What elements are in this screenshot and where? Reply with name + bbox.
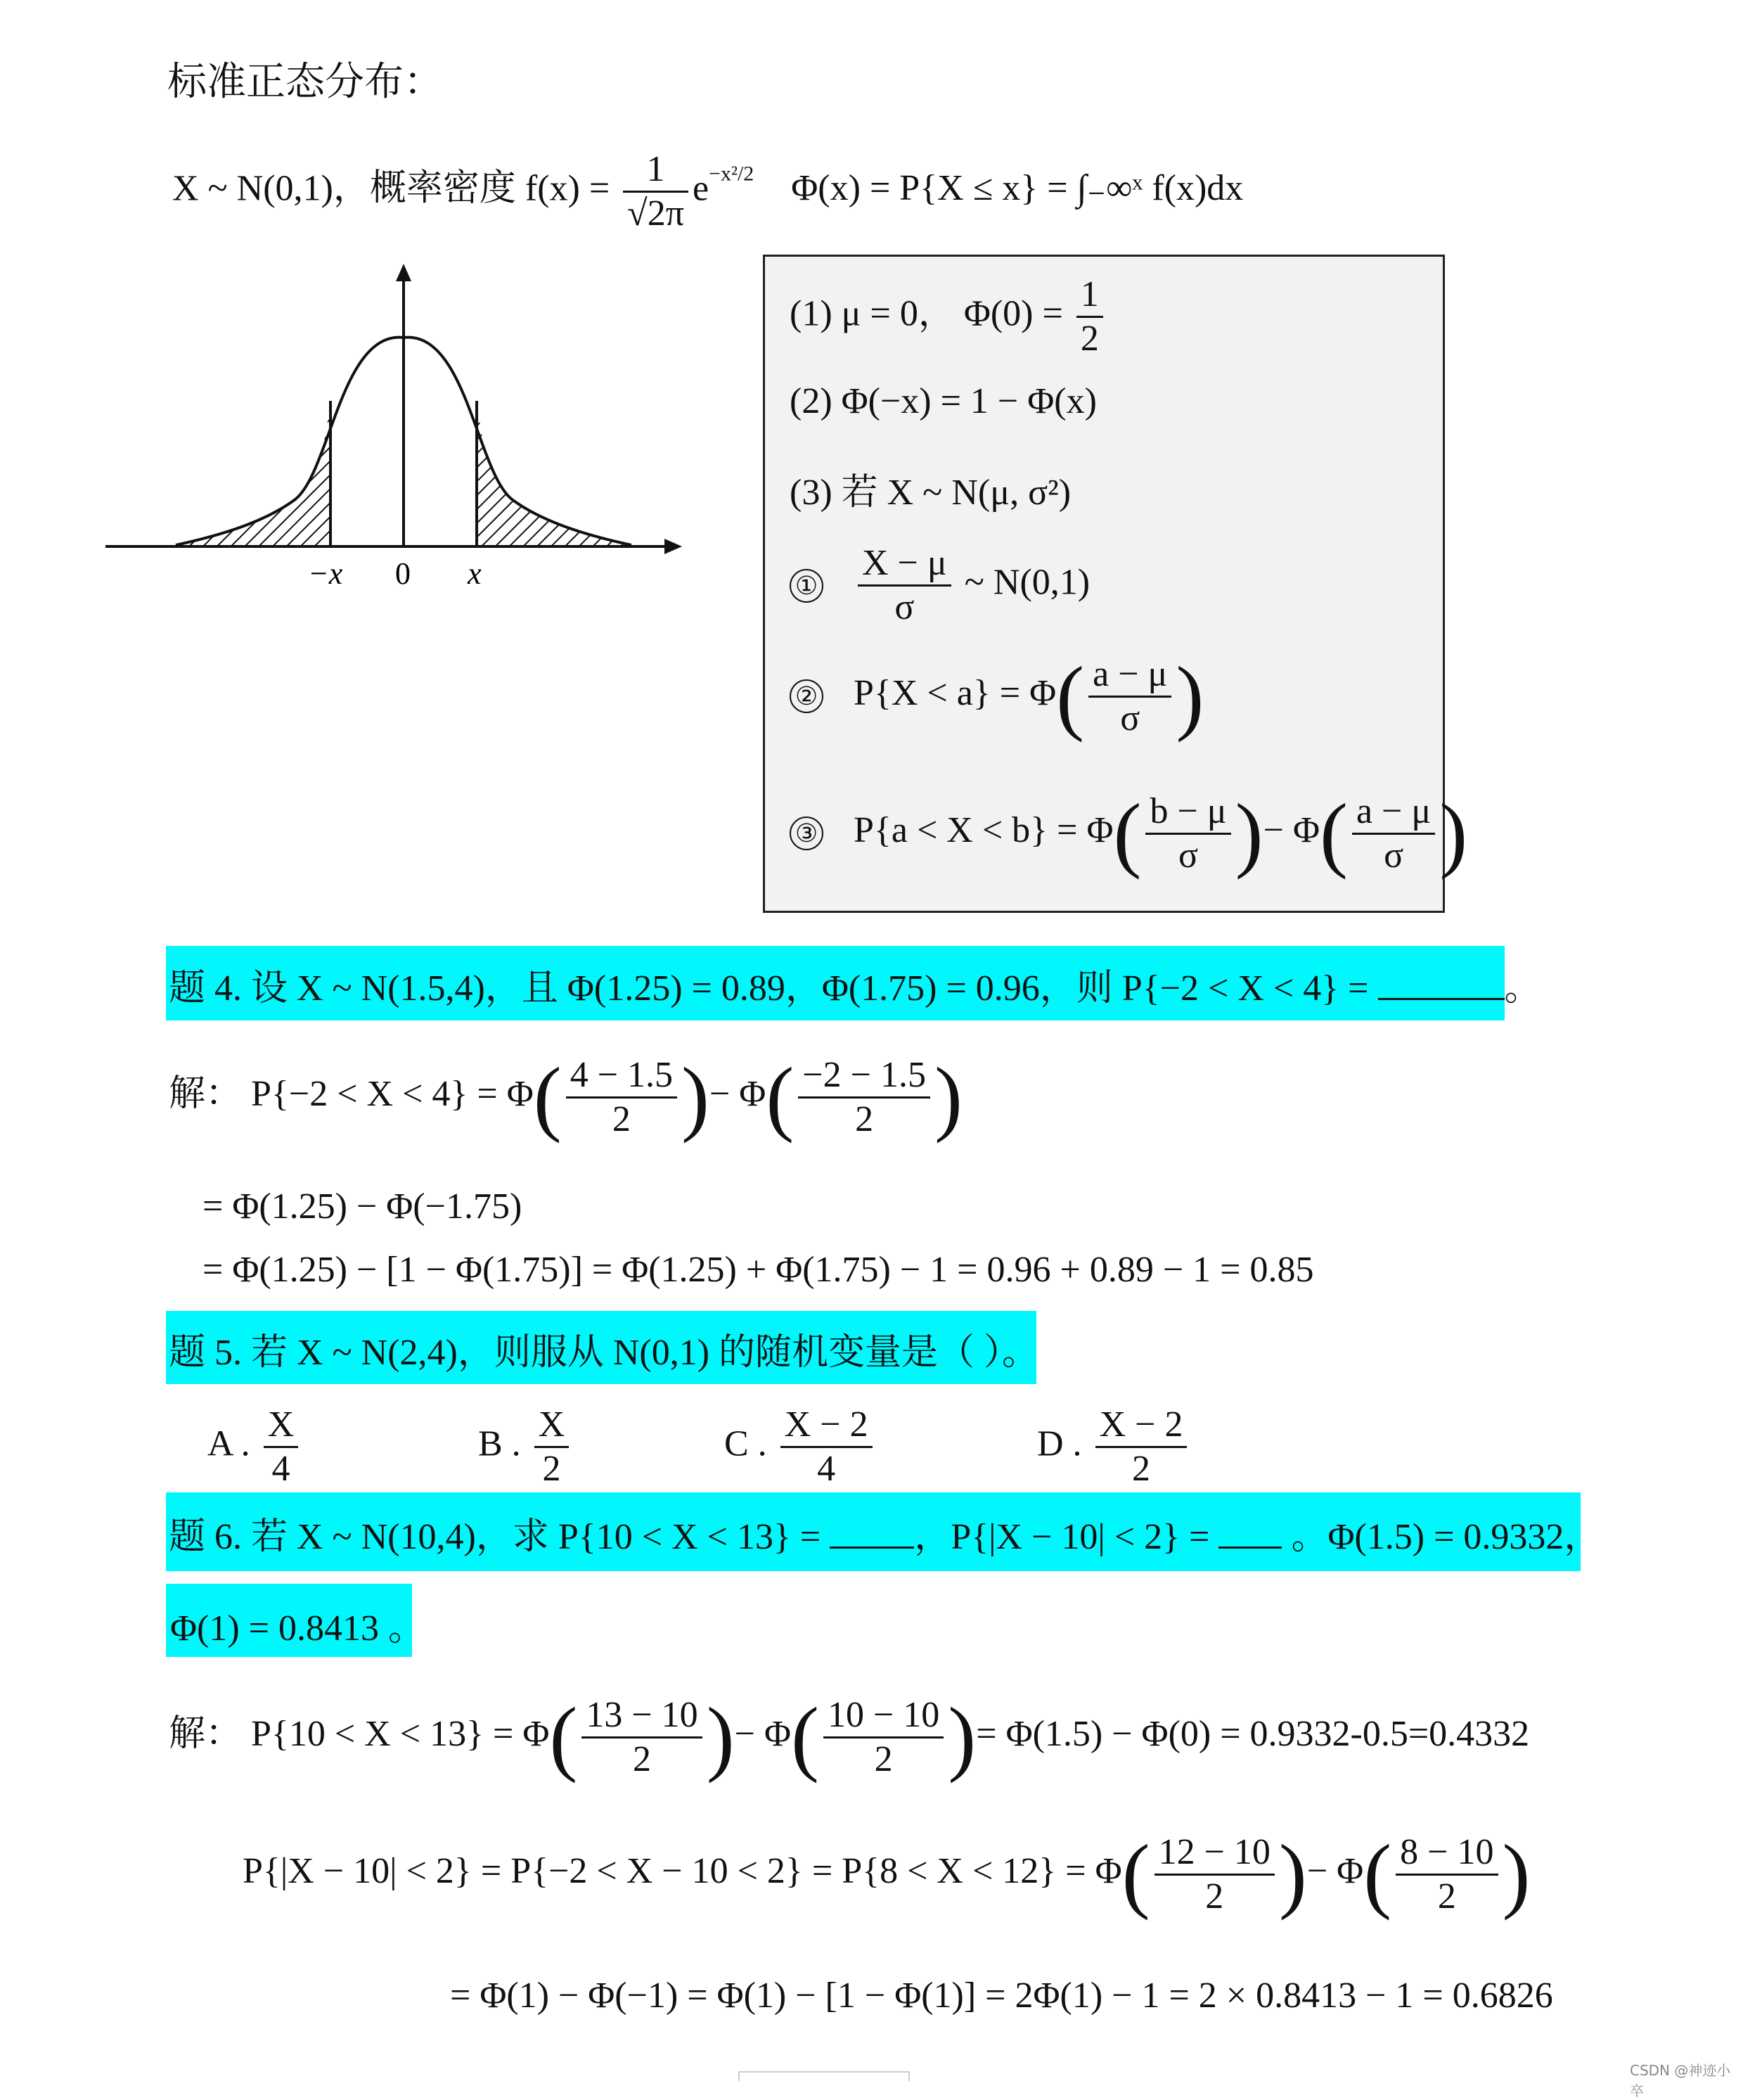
q6-num2: 10 − 10 bbox=[823, 1697, 944, 1739]
q4-solution-line2: = Φ(1.25) − Φ(−1.75) bbox=[202, 1186, 522, 1227]
paren-open: ( bbox=[1113, 786, 1142, 880]
paren-open: ( bbox=[1363, 1827, 1392, 1921]
q6-den2: 2 bbox=[874, 1739, 893, 1779]
prop-3-3-lead: P{a < X < b} = Φ bbox=[854, 809, 1114, 850]
q6-sol-lead: 解： P{10 < X < 13} = Φ bbox=[169, 1713, 550, 1754]
q4-num2: −2 − 1.5 bbox=[798, 1057, 930, 1099]
q4-frac1 bbox=[566, 1054, 677, 1139]
q4-sol-mid: − Φ bbox=[709, 1073, 766, 1114]
q4-den2: 2 bbox=[855, 1099, 874, 1139]
prop-3: (3) 若 X ~ N(μ, σ²) bbox=[790, 473, 1072, 513]
prop-3-2-num: a − μ bbox=[1088, 656, 1171, 698]
q5-option-d-den: 2 bbox=[1132, 1449, 1150, 1489]
q5-option-a-letter: A . bbox=[207, 1423, 250, 1464]
q5-option-d bbox=[1037, 1404, 1191, 1489]
density-frac-den: √2π bbox=[627, 193, 684, 233]
paren-close: ) bbox=[1176, 649, 1204, 743]
prop-3-1-num: X − μ bbox=[858, 545, 951, 587]
prop-3-2-frac bbox=[1088, 653, 1171, 738]
q4-num1: 4 − 1.5 bbox=[566, 1057, 677, 1099]
q5-option-a-den: 4 bbox=[271, 1449, 290, 1489]
density-formula bbox=[172, 151, 1243, 232]
q5-option-b bbox=[478, 1404, 573, 1489]
prop-1-frac bbox=[1076, 276, 1103, 357]
prop-3-2-lead: P{X < a} = Φ bbox=[854, 672, 1057, 713]
q5-option-d-letter: D . bbox=[1037, 1423, 1082, 1464]
prop-3-2 bbox=[790, 649, 1204, 743]
paren-close: ) bbox=[1235, 786, 1263, 880]
q6-solution-line3: = Φ(1) − Φ(−1) = Φ(1) − [1 − Φ(1)] = 2Φ(1) − 1 = 2 × 0.8413 − 1 = 0.6826 bbox=[450, 1976, 1553, 2016]
paren-open: ( bbox=[1121, 1827, 1150, 1921]
q6-sol-mid: − Φ bbox=[734, 1713, 791, 1754]
prop-3-1 bbox=[790, 545, 1090, 626]
density-exp-power: −x²/2 bbox=[709, 162, 754, 186]
paren-open: ( bbox=[549, 1690, 578, 1784]
q5-option-d-frac bbox=[1095, 1404, 1188, 1489]
q4-solution-line3: = Φ(1.25) − [1 − Φ(1.75)] = Φ(1.25) + Φ(1.75) − 1 = 0.96 + 0.89 − 1 = 0.85 bbox=[202, 1250, 1314, 1290]
paren-close: ) bbox=[934, 1050, 963, 1144]
q5-option-c-num: X − 2 bbox=[780, 1407, 873, 1448]
prop-1-text: (1) μ = 0， Φ(0) = bbox=[790, 293, 1063, 334]
q5-option-c bbox=[724, 1404, 877, 1489]
q6-text-c: 。Φ(1.5) = 0.9332， bbox=[1291, 1517, 1601, 1557]
q6-sol2-mid: − Φ bbox=[1306, 1850, 1364, 1891]
prop-3-3-frac1 bbox=[1145, 790, 1230, 876]
paren-open: ( bbox=[791, 1690, 819, 1784]
q5-option-d-num: X − 2 bbox=[1095, 1407, 1188, 1448]
q6-answer-blank-1 bbox=[830, 1520, 914, 1549]
q6-solution-line2 bbox=[243, 1827, 1531, 1921]
q5-option-c-letter: C . bbox=[724, 1423, 767, 1464]
q6-sol2-num2: 8 − 10 bbox=[1396, 1834, 1498, 1876]
q6-sol-tail: = Φ(1.5) − Φ(0) = 0.9332-0.5=0.4332 bbox=[976, 1713, 1530, 1754]
prop-3-2-den: σ bbox=[1120, 698, 1140, 738]
prop-1-den: 2 bbox=[1080, 319, 1099, 359]
circle-2: ② bbox=[790, 679, 823, 713]
q4-end: 。 bbox=[1504, 968, 1541, 1009]
x-axis-arrow bbox=[664, 539, 682, 554]
q6-frac2 bbox=[823, 1694, 944, 1779]
label-x: x bbox=[468, 556, 482, 591]
q5-option-a-num: X bbox=[264, 1407, 299, 1448]
prop-3-1-den: σ bbox=[894, 587, 915, 627]
q5-question: 题 5. 若 X ~ N(2,4)，则服从 N(0,1) 的随机变量是（ ）。 bbox=[169, 1333, 1039, 1373]
q4-solution-line1 bbox=[169, 1050, 963, 1144]
q6-den1: 2 bbox=[633, 1739, 652, 1779]
q5-option-b-letter: B . bbox=[478, 1423, 521, 1464]
q6-solution-line1 bbox=[169, 1690, 1530, 1784]
q5-option-c-den: 4 bbox=[817, 1449, 836, 1489]
q5-option-a-frac bbox=[264, 1404, 299, 1489]
normal-curve-graph bbox=[98, 260, 689, 598]
density-lead: X ~ N(0,1)，概率密度 f(x) = bbox=[172, 168, 610, 209]
paren-close: ) bbox=[681, 1050, 709, 1144]
q6-sol2-lead: P{|X − 10| < 2} = P{−2 < X − 10 < 2} = P{8 < X < 12} = Φ bbox=[243, 1850, 1122, 1891]
label-neg-x: −x bbox=[308, 556, 343, 591]
q6-text-d: Φ(1) = 0.8413 。 bbox=[170, 1608, 425, 1648]
circle-1: ① bbox=[790, 569, 823, 603]
q5-option-a bbox=[207, 1404, 302, 1489]
q4-answer-blank bbox=[1378, 971, 1505, 1000]
q4-den1: 2 bbox=[612, 1099, 631, 1139]
q6-frac1 bbox=[581, 1694, 702, 1779]
prop-3-3-mid: − Φ bbox=[1263, 809, 1320, 850]
paren-open: ( bbox=[1056, 649, 1085, 743]
prop-3-1-tail: ~ N(0,1) bbox=[964, 562, 1091, 603]
q6-sol2-den2: 2 bbox=[1437, 1876, 1456, 1916]
q5-option-c-frac bbox=[780, 1404, 873, 1489]
q4-sol-lead: 解： P{−2 < X < 4} = Φ bbox=[169, 1073, 534, 1114]
label-zero: 0 bbox=[395, 556, 411, 591]
q6-num1: 13 − 10 bbox=[581, 1697, 702, 1739]
q5-option-b-frac bbox=[534, 1404, 570, 1489]
density-exp: e bbox=[692, 168, 709, 209]
q6-sol2-num1: 12 − 10 bbox=[1155, 1834, 1275, 1876]
paren-close: ) bbox=[1278, 1827, 1307, 1921]
q5-option-b-den: 2 bbox=[542, 1449, 561, 1489]
paren-close: ) bbox=[1439, 786, 1468, 880]
q4-frac2 bbox=[798, 1054, 930, 1139]
q4-text: 题 4. 设 X ~ N(1.5,4)，且 Φ(1.25) = 0.89，Φ(1.75) = 0.96，则 P{−2 < X < 4} = bbox=[169, 968, 1369, 1009]
q6-text-a: 题 6. 若 X ~ N(10,4)，求 P{10 < X < 13} = bbox=[169, 1517, 821, 1557]
prop-3-1-frac bbox=[858, 545, 951, 626]
paren-close: ) bbox=[1502, 1827, 1531, 1921]
q6-answer-blank-2 bbox=[1218, 1520, 1282, 1549]
paren-close: ) bbox=[706, 1690, 735, 1784]
paren-close: ) bbox=[948, 1690, 977, 1784]
cdf-formula: Φ(x) = P{X ≤ x} = ∫₋∞ˣ f(x)dx bbox=[791, 168, 1244, 209]
csdn-watermark: CSDN @神迹小卒 bbox=[1630, 2062, 1731, 2099]
q6-text-b: ，P{|X − 10| < 2} = bbox=[914, 1517, 1210, 1557]
q6-sol2-frac1 bbox=[1155, 1831, 1275, 1916]
density-fraction bbox=[623, 151, 688, 232]
q6-question bbox=[169, 1519, 1600, 1556]
prop-3-3-den2: σ bbox=[1384, 835, 1404, 876]
prop-3-3 bbox=[790, 786, 1468, 880]
paren-open: ( bbox=[1319, 786, 1348, 880]
prop-1-num: 1 bbox=[1076, 276, 1103, 318]
q6-sol2-den1: 2 bbox=[1205, 1876, 1224, 1916]
prop-3-3-num2: a − μ bbox=[1352, 793, 1435, 835]
y-axis-arrow bbox=[396, 264, 411, 281]
q5-option-b-num: X bbox=[534, 1407, 570, 1448]
properties-box bbox=[763, 255, 1468, 913]
prop-1 bbox=[790, 276, 1107, 357]
circle-3: ③ bbox=[790, 817, 823, 850]
prop-3-3-frac2 bbox=[1352, 790, 1435, 876]
prop-3-3-num1: b − μ bbox=[1145, 793, 1230, 835]
paren-open: ( bbox=[766, 1050, 795, 1144]
prop-3-3-den1: σ bbox=[1178, 835, 1199, 876]
paren-open: ( bbox=[533, 1050, 562, 1144]
density-frac-num: 1 bbox=[623, 151, 688, 193]
prop-2: (2) Φ(−x) = 1 − Φ(x) bbox=[790, 381, 1097, 421]
page-title: 标准正态分布： bbox=[167, 59, 443, 105]
q4-question bbox=[169, 968, 1541, 1009]
q6-sol2-frac2 bbox=[1396, 1831, 1498, 1916]
